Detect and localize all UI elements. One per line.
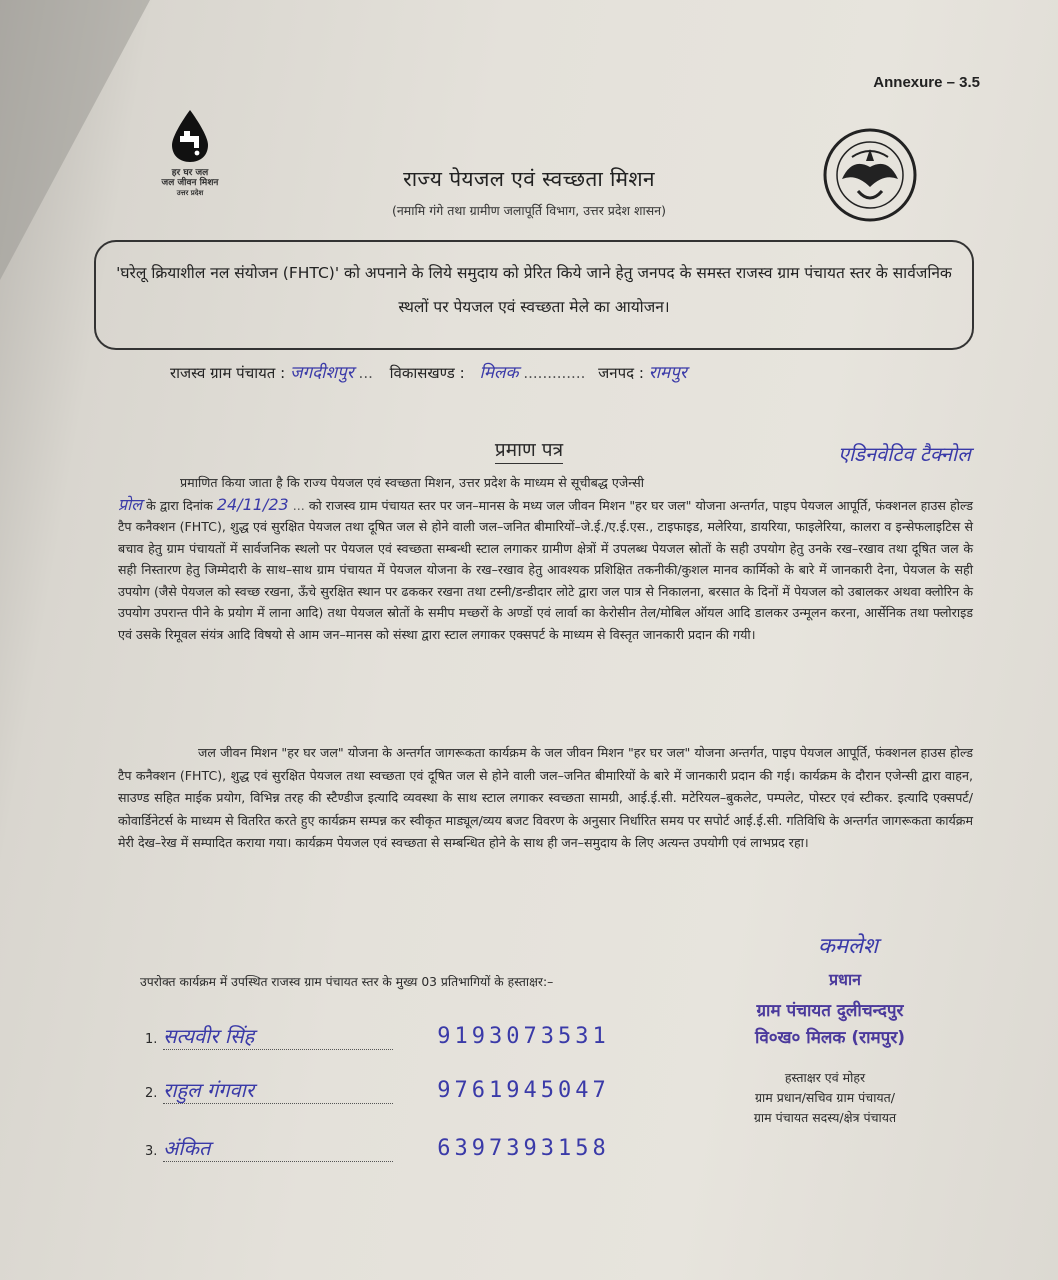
stamp-line3: वि०ख० मिलक (रामपुर) bbox=[754, 1028, 906, 1048]
event-date-handwritten: 24/11/23 bbox=[216, 494, 289, 514]
participant-number: 1. bbox=[145, 1032, 158, 1047]
water-drop-tap-icon bbox=[168, 108, 212, 164]
participant-name: सत्यवीर सिंह bbox=[163, 1024, 255, 1048]
participant-row bbox=[145, 1022, 610, 1050]
page-fold-shadow bbox=[0, 0, 150, 280]
logo-line2: जल जीवन मिशन bbox=[161, 178, 219, 188]
dots-3: ... bbox=[292, 497, 305, 513]
attendance-intro: उपरोक्त कार्यक्रम में उपस्थित राजस्व ग्राम पंचायत स्तर के मुख्य 03 प्रतिभागियों के हस्ताक्षर:– bbox=[140, 975, 554, 989]
participant-row bbox=[145, 1134, 610, 1162]
stamp-line2: ग्राम पंचायत दुलीचन्दपुर bbox=[756, 1001, 904, 1021]
page-subtitle: (नमामि गंगे तथा ग्रामीण जलापूर्ति विभाग, उत्तर प्रदेश शासन) bbox=[391, 203, 666, 218]
participant-name: राहुल गंगवार bbox=[163, 1078, 255, 1102]
dots-2: ............. bbox=[523, 364, 586, 382]
participant-number: 3. bbox=[145, 1144, 158, 1159]
participant-name: अंकित bbox=[163, 1136, 211, 1160]
panchayat-value: जगदीशपुर bbox=[289, 363, 354, 383]
certificate-paragraph-2 bbox=[118, 742, 973, 855]
participant-number: 2. bbox=[145, 1086, 158, 1101]
logo-line3: उत्तर प्रदेश bbox=[176, 189, 204, 197]
signature-caption bbox=[690, 1068, 960, 1128]
p1-part-c: को राजस्व ग्राम पंचायत स्तर पर जन–मानस के मध्य जल जीवन मिशन "हर घर जल" योजना अन्तर्गत, पाइप पेयजल आपूर्ति, फंक्शनल हाउस होल्ड टैप कनैक्शन (FHTC), शुद्ध एवं सुरक्षित पेयजल तथा दूषित जल से होने वाली जल–जनित बीमारियों–जे.ई./ए.ई.एस., टाइफाइड, मलेरिया, डायरिया, फाइलेरिया, कालरा व इन्सेफलाइटिस से बचाव हेतु ग्राम पंचायतों में सार्वजनिक स्थलो पर पेयजल एवं स्वच्छता सम्बन्धी स्टाल लगाकर ग्रामीण क्षेत्रों में उपलब्ध पेयजल स्रोतों के सही उपयोग हेतु उनके रख–रखाव तथा दूषित जल के सही निस्तारण हेतु जिम्मेदारी के साथ–साथ ग्राम पंचायत में पेयजल योजना के रख–रखाव हेतु आवश्यक प्रशिक्षित तकनीकी/कुशल मानव कार्मिको के बारे में जानकारी देना, पेयजल के सही उपयोग (जैसे पेयजल को स्वच्छ रखना, ऊँचे सुरक्षित स्थान पर ढककर रखना तथा टस्नी/डन्डीदार लोटे द्वारा जल पात्र से निकालना, बरसात के दिनों में पेयजल को उबालकर अथवा क्लोरिन के उपयोग उपरान्त पीने के प्रयोग में लाना आदि) तथा पेयजल स्रोतों के समीप मच्छरों के अण्डों एवं लार्वा का केरोसीन तेल/मोबिल ऑयल आदि डालकर उन्मूलन करना, आर्सेनिक तथा फ्लोराइड एवं उसके रिमूवल संयंत्र आदि विषयो से आम जन–मानस को संस्था द्वारा स्टाल लगाकर एक्सपर्ट के माध्यम से विस्तृत जानकारी प्रदान की गयी। bbox=[118, 497, 974, 642]
certificate-heading-text: प्रमाण पत्र bbox=[495, 439, 563, 464]
agency-name-handwritten: एडिनवेटिव टैक्नोल bbox=[838, 442, 971, 466]
participant-phone: 9761945047 bbox=[437, 1078, 610, 1103]
participant-phone: 9193073531 bbox=[437, 1024, 610, 1049]
caption-line1: हस्ताक्षर एवं मोहर bbox=[784, 1070, 866, 1085]
logo-line1: हर घर जल bbox=[171, 168, 209, 178]
participant-row bbox=[145, 1076, 610, 1104]
p1-part-b: के द्वारा दिनांक bbox=[146, 497, 213, 513]
event-banner: 'घरेलू क्रियाशील नल संयोजन (FHTC)' को अपनाने के लिये समुदाय को प्रेरित किये जाने हेतु जनपद के समस्त राजस्व ग्राम पंचायत स्तर के सार्वजनिक स्थलों पर पेयजल एवं स्वच्छता मेले का आयोजन। bbox=[94, 240, 974, 350]
page-title: राज्य पेयजल एवं स्वच्छता मिशन bbox=[403, 167, 655, 191]
p1-part-a: प्रमाणित किया जाता है कि राज्य पेयजल एवं स्वच्छता मिशन, उत्तर प्रदेश के माध्यम से सूचीबद्ध एजेन्सी bbox=[180, 475, 644, 490]
p2-text: जल जीवन मिशन "हर घर जल" योजना के अन्तर्गत जागरूकता कार्यक्रम के जल जीवन मिशन "हर घर जल" योजना अन्तर्गत, पाइप पेयजल आपूर्ति, फंक्शनल हाउस होल्ड टैप कनैक्शन (FHTC), शुद्ध एवं सुरक्षित पेयजल तथा स्वच्छता एवं दूषित जल से होने वाली जल–जनित बीमारियों के बारे में जानकारी प्रदान की गई। कार्यक्रम के दौरान एजेन्सी द्वारा वाहन, साउण्ड सहित माईक प्रयोग, विभिन्न तरह की स्टैण्डीज इत्यादि व्यवस्था के साथ स्टाल लगाकर स्वच्छता सामग्री, आई.ई.सी. मटेरियल–बुकलेट, पम्पलेट, पोस्टर एवं स्टीकर. इत्यादि एक्सपर्ट/कोवार्डिनेटर्स के माध्यम से वितरित करते हुए कार्यक्रम सम्पन्न कर स्वीकृत माड्यूल/व्यय बजट विवरण के अनुसार निर्धारित समय पर सपोर्ट आई.ई.सी. गतिविधि के अन्तर्गत जागरूकता कार्यक्रम मेरी देख–रेख में सम्पादित कराया गया। कार्यक्रम पेयजल एवं स्वच्छता से सम्बन्धित होने के साथ ही जन–समुदाय के लिए अत्यन्त उपयोगी एवं लाभप्रद रहा। bbox=[118, 745, 973, 850]
block-label: विकासखण्ड : bbox=[389, 364, 465, 382]
dots-1: ... bbox=[358, 364, 373, 382]
pradhan-stamp bbox=[700, 968, 960, 1048]
block-value: मिलक bbox=[479, 363, 519, 383]
pradhan-signature: कमलेश bbox=[818, 934, 878, 959]
agency-name-handwritten-2: प्रोल bbox=[118, 494, 143, 514]
caption-line3: ग्राम पंचायत सदस्य/क्षेत्र पंचायत bbox=[753, 1110, 897, 1125]
panchayat-label: राजस्व ग्राम पंचायत : bbox=[170, 364, 286, 382]
annexure-label: Annexure – 3.5 bbox=[873, 74, 980, 91]
district-value: रामपुर bbox=[648, 363, 687, 383]
certificate-paragraph-1 bbox=[118, 472, 973, 645]
district-label: जनपद : bbox=[598, 364, 644, 382]
stamp-title: प्रधान bbox=[829, 970, 861, 989]
participant-phone: 6397393158 bbox=[437, 1136, 610, 1161]
caption-line2: ग्राम प्रधान/सचिव ग्राम पंचायत/ bbox=[754, 1090, 896, 1105]
location-fields bbox=[170, 360, 687, 383]
